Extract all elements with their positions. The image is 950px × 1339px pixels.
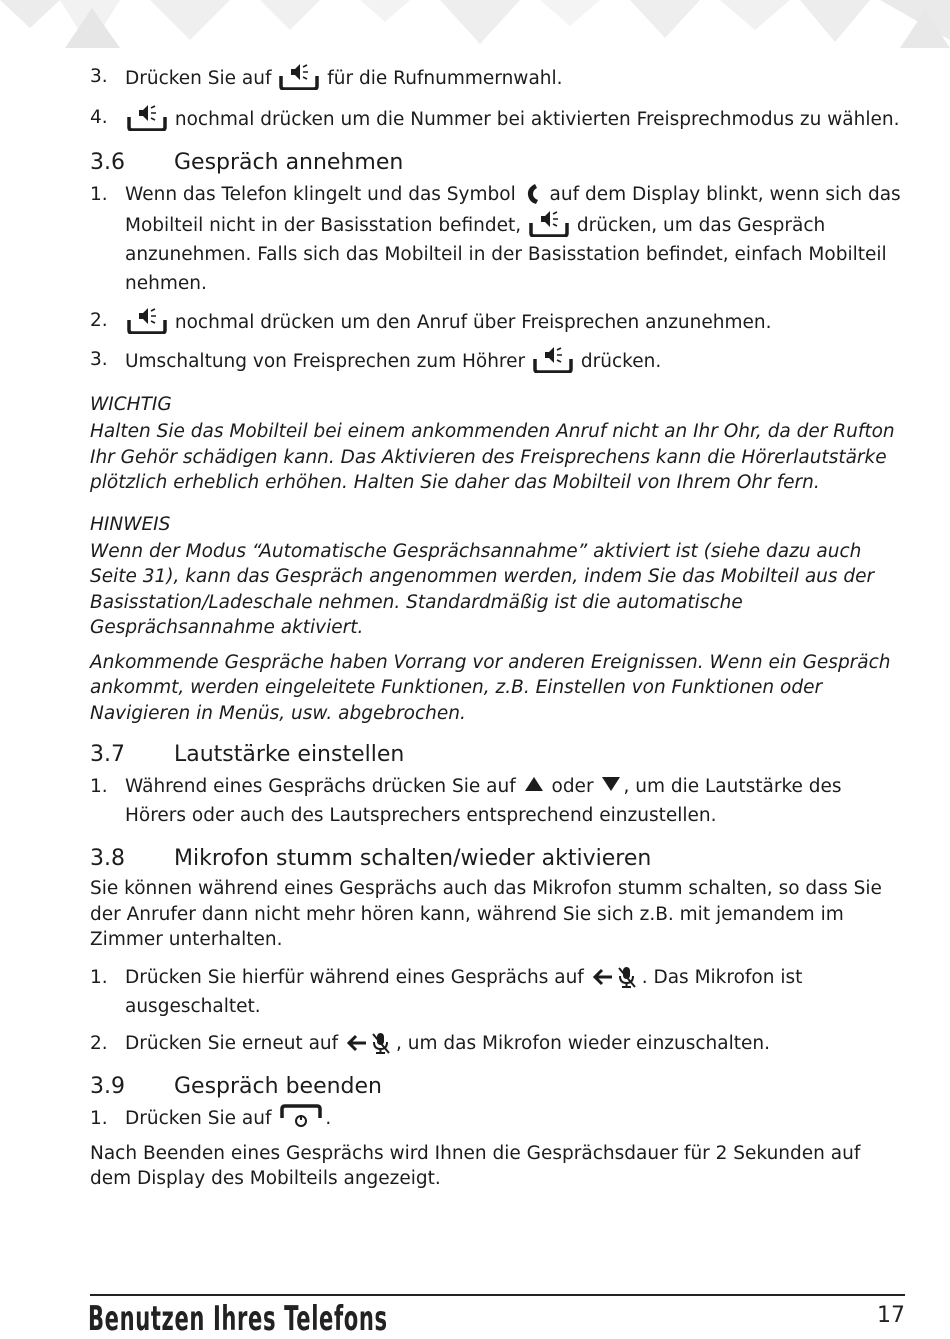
list-number: 3. [90,349,108,370]
important-heading: WICHTIG [90,394,172,415]
section-heading-3-9 [90,1072,905,1102]
speaker-key-icon [279,62,319,90]
footer-title: Benutzen Ihres Telefons [88,1299,388,1339]
list-text: , um das Mikrofon wieder einzuschalten. [396,1032,770,1054]
section-heading-3-8 [90,844,905,874]
section-heading-3-7 [90,740,905,770]
list-text: nochmal drücken um den Anruf über Freisprechen anzunehmen. [174,312,772,333]
list-text: Drücken Sie erneut auf [125,1032,339,1054]
section-title: Gespräch annehmen [174,150,404,175]
list-number: 4. [90,107,108,128]
list-text: drücken, um das Gespräch anzunehmen. Falls sich das Mobilteil in der Basisstation befindet, einfach Mobilteil nehmen. [125,215,887,294]
list-number: 1. [90,184,108,205]
arrow-down-icon [601,775,621,793]
section-number: 3.8 [90,846,125,871]
speaker-key-icon [127,103,167,131]
list-text: . Das Mikrofon ist ausgeschaltet. [125,966,803,1017]
section-number: 3.7 [90,742,125,767]
list-text: Während eines Gesprächs drücken Sie auf [125,776,516,797]
list-text: Drücken Sie auf [125,1107,272,1129]
section-number: 3.9 [90,1073,125,1099]
list-number: 1. [90,966,108,988]
section-title: Gespräch beenden [174,1073,382,1099]
list-text: Drücken Sie auf [125,68,272,89]
list-number: 3. [90,66,108,87]
end-call-key-icon [279,1104,323,1130]
section-outro: Nach Beenden eines Gesprächs wird Ihnen die Gesprächsdauer für 2 Sekunden auf dem Display des Mobilteils angezeigt. [90,1142,861,1189]
mute-key-icon [592,965,640,989]
list-text: für die Rufnummernwahl. [327,68,563,89]
list-item-2 [90,306,905,337]
section-number: 3.6 [90,150,125,175]
list-item-3 [90,345,905,376]
list-text: Drücken Sie hierfür während eines Gesprächs auf [125,966,584,988]
handset-icon [524,182,542,206]
footer-rule [90,1294,905,1296]
note-heading: HINWEIS [90,513,171,535]
list-item-1 [90,772,905,830]
list-text: oder [551,776,594,797]
list-text: , um die Lautstärke des Hörers oder auch des Lautsprechers entsprechend einzustellen. [125,776,842,826]
list-number: 1. [90,776,108,797]
list-item-1 [90,963,905,1021]
list-item-1 [90,1104,905,1133]
list-item-4 [90,103,905,134]
list-number: 2. [90,310,108,331]
page-content [90,62,905,1202]
speaker-key-icon [127,306,167,334]
list-text: Umschaltung von Freisprechen zum Höhrer [125,351,526,372]
list-text: auf dem Display blinkt, wenn sich das Mobilteil nicht in der Basisstation befindet, [125,184,901,236]
list-text: nochmal drücken um die Nummer bei aktivierten Freisprechmodus zu wählen. [174,109,900,130]
list-number: 2. [90,1032,108,1054]
decorative-triangle-banner [0,0,950,60]
important-text: Halten Sie das Mobilteil bei einem ankommenden Anruf nicht an Ihr Ohr, da der Rufton Ihr Gehör schädigen kann. Das Aktivieren des Freisprechens kann die Hörerlautstärke plötzlich erheblich erhöhen. Halten Sie daher das Mobilteil von Ihrem Ohr fern. [90,421,895,493]
mute-key-icon [346,1031,394,1055]
section-title: Lautstärke einstellen [174,742,405,767]
section-title: Mikrofon stumm schalten/wieder aktivieren [174,846,652,871]
list-text: Wenn das Telefon klingelt und das Symbol [125,184,516,205]
section-intro: Sie können während eines Gesprächs auch das Mikrofon stumm schalten, so dass Sie der Anrufer dann nicht mehr hören kann, während Sie sich z.B. mit jemandem im Zimmer unterhalten. [90,878,882,950]
speaker-key-icon [529,209,569,237]
note-text: Ankommende Gespräche haben Vorrang vor anderen Ereignissen. Wenn ein Gespräch ankommt, werden eingeleitete Funktionen, z.B. Einstellen von Funktionen oder Navigieren in Menüs, usw. abgebrochen. [90,651,891,724]
list-text: . [325,1107,332,1129]
list-item-2 [90,1029,905,1058]
note-text: Wenn der Modus “Automatische Gesprächsannahme” aktiviert ist (siehe dazu auch Seite 31), kann das Gespräch angenommen werden, indem Sie das Mobilteil aus der Basisstation/Ladeschale nehmen. Standardmäßig ist die automatische Gesprächsannahme aktiviert. [90,540,875,638]
arrow-up-icon [524,775,544,793]
section-heading-3-6 [90,148,905,178]
page-number: 17 [877,1303,905,1328]
list-text: drücken. [580,351,662,372]
list-item-1 [90,180,905,298]
speaker-key-icon [533,345,573,373]
list-number: 1. [90,1107,108,1129]
list-item-3 [90,62,905,93]
